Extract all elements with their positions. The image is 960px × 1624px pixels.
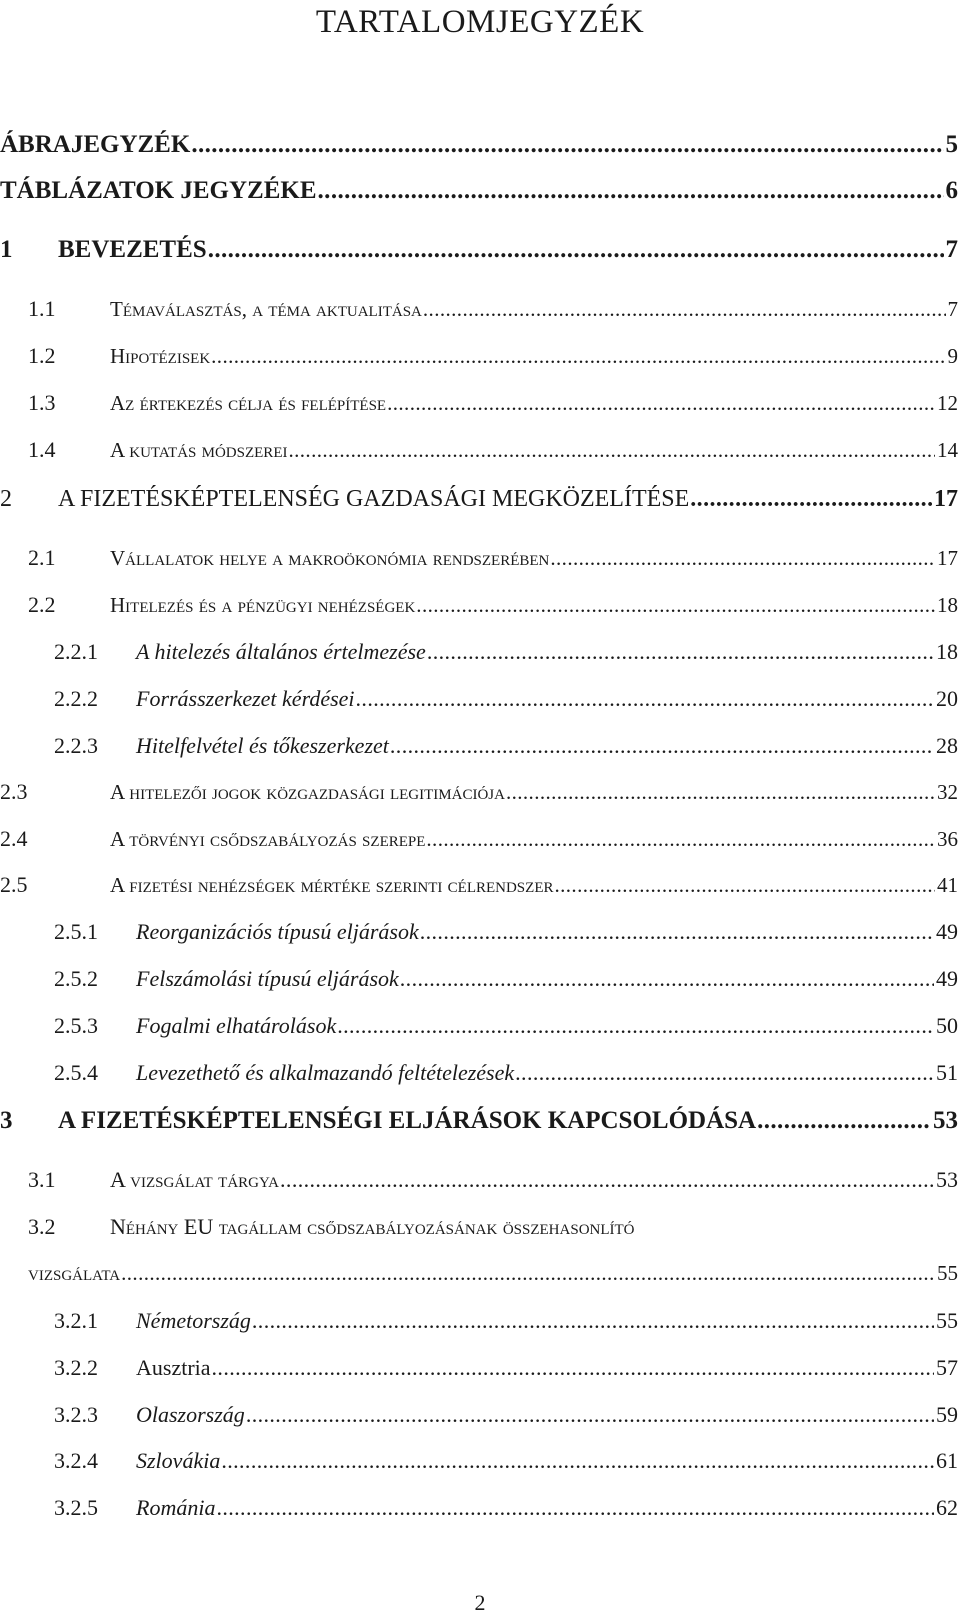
toc-entry-page: 5 (945, 131, 958, 158)
toc-entry-title: A hitelezés általános értelmezése (136, 639, 426, 664)
toc-entry-number: 2.2 (28, 592, 56, 617)
toc-entry-page: 17 (937, 546, 958, 570)
toc-entry-page: 18 (936, 639, 958, 664)
toc-entry-section-2-2[interactable] (0, 592, 958, 624)
toc-entry-number: 2.5.4 (54, 1060, 98, 1085)
toc-entry-page: 55 (937, 1261, 958, 1285)
leader-dots (506, 780, 935, 805)
toc-entry-page: 49 (936, 966, 958, 991)
leader-dots (400, 966, 934, 992)
toc-entry-title: A törvényi csődszabályozás szerepe (110, 827, 426, 851)
toc-entry-number: 2.1 (28, 545, 56, 570)
toc-entry-number: 3.2.5 (54, 1495, 98, 1520)
toc-entry-list-of-figures[interactable] (0, 131, 958, 163)
toc-entry-page: 7 (947, 297, 958, 321)
toc-entry-section-1-3[interactable] (0, 390, 958, 422)
toc-entry-number: 2 (0, 486, 12, 512)
leader-dots (191, 131, 943, 159)
toc-entry-section-3-2[interactable] (0, 1214, 958, 1246)
leader-dots (216, 1495, 934, 1521)
toc-entry-number: 1.3 (28, 390, 56, 415)
leader-dots (288, 438, 935, 463)
toc-entry-number: 2.2.3 (54, 733, 98, 758)
toc-entry-section-2-4[interactable] (0, 826, 958, 858)
toc-entry-number: 3 (0, 1107, 13, 1134)
toc-entry-title: Hipotézisek (110, 344, 211, 368)
page-number: 2 (474, 1590, 486, 1615)
leader-dots (211, 344, 945, 369)
toc-entry-page: 12 (937, 391, 958, 415)
toc-entry-number: 3.2.4 (54, 1448, 98, 1473)
toc-entry-number: 1.2 (28, 343, 56, 368)
toc-entry-title: TÁBLÁZATOK JEGYZÉKE (0, 177, 317, 204)
toc-entry-subsection-3-2-5[interactable] (0, 1495, 958, 1527)
toc-entry-section-1-1[interactable] (0, 296, 958, 328)
toc-entry-page: 18 (937, 593, 958, 617)
toc-entry-page: 50 (936, 1013, 958, 1038)
toc-entry-chapter-3[interactable] (0, 1107, 958, 1139)
toc-entry-subsection-2-2-2[interactable] (0, 686, 958, 718)
toc-entry-number: 2.5.3 (54, 1013, 98, 1038)
toc-entry-number: 3.2.2 (54, 1355, 98, 1380)
toc-entry-subsection-2-2-3[interactable] (0, 733, 958, 765)
toc-entry-section-2-1[interactable] (0, 545, 958, 577)
toc-entry-section-3-1[interactable] (0, 1167, 958, 1199)
leader-dots (690, 486, 932, 513)
toc-entry-page: 9 (947, 344, 958, 368)
toc-entry-number: 3.2.3 (54, 1402, 98, 1427)
leader-dots (318, 177, 944, 205)
toc-entry-chapter-1[interactable] (0, 236, 958, 268)
toc-entry-list-of-tables[interactable] (0, 177, 958, 209)
toc-entry-title: Ausztria (136, 1355, 211, 1380)
leader-dots (337, 1013, 934, 1039)
toc-entry-section-3-2-continued[interactable] (0, 1261, 958, 1293)
toc-entry-subsection-2-5-1[interactable] (0, 919, 958, 951)
leader-dots (212, 1355, 934, 1381)
leader-dots (426, 827, 935, 852)
toc-entry-page: 53 (936, 1167, 958, 1192)
toc-entry-title: Néhány EU tagállam csődszabályozásának összehasonlító (110, 1214, 635, 1239)
leader-dots (221, 1448, 934, 1474)
toc-entry-number: 2.5 (0, 872, 28, 897)
toc-entry-subsection-2-5-2[interactable] (0, 966, 958, 998)
leader-dots (554, 873, 935, 898)
toc-entry-number: 3.2 (28, 1214, 56, 1239)
toc-entry-title: Németország (136, 1308, 251, 1333)
toc-entry-page: 53 (933, 1107, 958, 1134)
toc-entry-title: Olaszország (136, 1402, 245, 1427)
toc-entry-number: 2.4 (0, 826, 28, 851)
toc-entry-title: A kutatás módszerei (110, 438, 288, 462)
toc-entry-page: 17 (934, 486, 958, 512)
toc-entry-number: 1.4 (28, 437, 56, 462)
toc-entry-page: 7 (945, 236, 958, 263)
leader-dots (390, 733, 934, 759)
toc-entry-page: 41 (937, 873, 958, 897)
toc-entry-page: 28 (936, 733, 958, 758)
toc-entry-page: 59 (936, 1402, 958, 1427)
toc-entry-section-1-4[interactable] (0, 437, 958, 469)
toc-entry-title: Fogalmi elhatárolások (136, 1013, 337, 1038)
leader-dots (356, 686, 934, 712)
page-title: TARTALOMJEGYZÉK (315, 4, 645, 40)
toc-entry-section-2-3[interactable] (0, 779, 958, 811)
toc-entry-subsection-2-5-4[interactable] (0, 1060, 958, 1092)
toc-entry-section-2-5[interactable] (0, 872, 958, 904)
toc-entry-title: Az értekezés célja és felépítése (110, 391, 387, 415)
toc-entry-title: Hitelezés és a pénzügyi nehézségek (110, 593, 416, 617)
toc-entry-title: A FIZETÉSKÉPTELENSÉGI ELJÁRÁSOK KAPCSOLÓDÁSA (58, 1107, 757, 1134)
toc-entry-number: 2.3 (0, 779, 28, 804)
toc-entry-title: Levezethető és alkalmazandó feltételezések (136, 1060, 515, 1085)
toc-entry-page: 49 (936, 919, 958, 944)
toc-entry-title: Témaválasztás, a téma aktualitása (110, 297, 422, 321)
toc-entry-page: 57 (936, 1355, 958, 1380)
leader-dots (423, 297, 946, 322)
toc-entry-page: 6 (945, 177, 958, 204)
toc-entry-subsection-2-5-3[interactable] (0, 1013, 958, 1045)
toc-entry-subsection-3-2-2[interactable] (0, 1355, 958, 1387)
toc-entry-chapter-2[interactable] (0, 486, 958, 518)
toc-entry-title: A hitelezői jogok közgazdasági legitimációja (110, 780, 505, 804)
leader-dots (420, 919, 934, 945)
toc-entry-title: Románia (136, 1495, 216, 1520)
toc-entry-title: Felszámolási típusú eljárások (136, 966, 399, 991)
leader-dots (208, 236, 944, 264)
toc-entry-page: 14 (937, 438, 958, 462)
toc-entry-number: 1 (0, 236, 13, 263)
toc-entry-title: A vizsgálat tárgya (110, 1167, 280, 1192)
toc-entry-subsection-2-2-1[interactable] (0, 639, 958, 671)
toc-entry-number: 3.2.1 (54, 1308, 98, 1333)
leader-dots (757, 1107, 931, 1135)
toc-entry-page: 62 (936, 1495, 958, 1520)
leader-dots (246, 1402, 934, 1428)
toc-entry-number: 3.1 (28, 1167, 56, 1192)
toc-entry-number: 2.5.2 (54, 966, 98, 991)
leader-dots (416, 593, 935, 618)
toc-entry-page: 20 (936, 686, 958, 711)
toc-entry-title: Forrásszerkezet kérdései (136, 686, 355, 711)
toc-entry-page: 32 (937, 780, 958, 804)
leader-dots (427, 639, 934, 665)
toc-entry-title: BEVEZETÉS (58, 236, 207, 263)
toc-entry-title: vizsgálata (28, 1261, 121, 1285)
toc-entry-number: 2.5.1 (54, 919, 98, 944)
leader-dots (121, 1261, 935, 1286)
toc-entry-page: 55 (936, 1308, 958, 1333)
leader-dots (280, 1167, 934, 1193)
toc-entry-subsection-3-2-1[interactable] (0, 1308, 958, 1340)
toc-entry-page: 61 (936, 1448, 958, 1473)
toc-entry-page: 51 (936, 1060, 958, 1085)
toc-entry-number: 1.1 (28, 296, 56, 321)
toc-entry-title: ÁBRAJEGYZÉK (0, 131, 191, 158)
toc-entry-number: 2.2.2 (54, 686, 98, 711)
toc-entry-title: Vállalatok helye a makroökonómia rendszerében (110, 546, 550, 570)
toc-entry-subsection-3-2-3[interactable] (0, 1402, 958, 1434)
toc-entry-title: Hitelfelvétel és tőkeszerkezet (136, 733, 389, 758)
toc-entry-page: 36 (937, 827, 958, 851)
toc-entry-section-1-2[interactable] (0, 343, 958, 375)
leader-dots (387, 391, 935, 416)
toc-entry-title: A FIZETÉSKÉPTELENSÉG GAZDASÁGI MEGKÖZELÍTÉSE (58, 486, 690, 512)
toc-entry-title: A fizetési nehézségek mértéke szerinti célrendszer (110, 873, 554, 897)
leader-dots (515, 1060, 934, 1086)
toc-entry-title: Szlovákia (136, 1448, 221, 1473)
leader-dots (252, 1308, 934, 1334)
toc-entry-title: Reorganizációs típusú eljárások (136, 919, 419, 944)
toc-entry-subsection-3-2-4[interactable] (0, 1448, 958, 1480)
leader-dots (550, 546, 935, 571)
toc-entry-number: 2.2.1 (54, 639, 98, 664)
